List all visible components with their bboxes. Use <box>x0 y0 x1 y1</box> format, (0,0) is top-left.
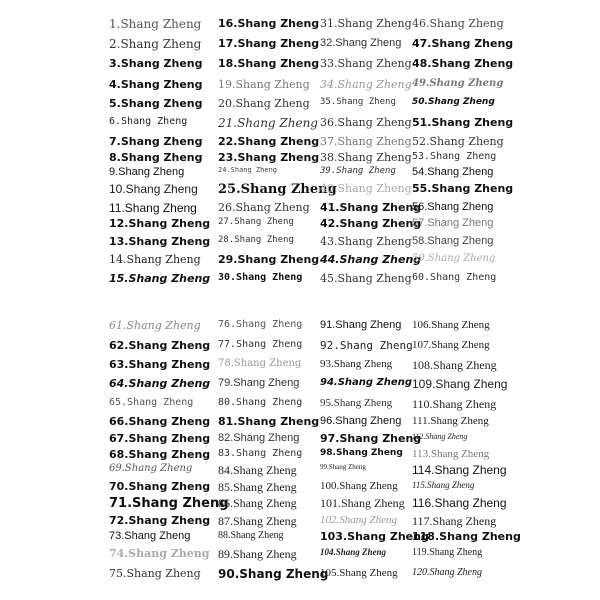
bottom-sample-22: 82.Shang Zheng <box>218 432 300 444</box>
top-sample-60: 60.Shang Zheng <box>412 272 497 283</box>
top-sample-29: 29.Shang Zheng <box>218 253 320 266</box>
bottom-sample-45: 105.Shang Zheng <box>320 567 398 579</box>
top-sample-9: 9.Shang Zheng <box>109 166 185 178</box>
top-sample-33: 33.Shang Zheng <box>320 57 412 70</box>
bottom-sample-10: 70.Shang Zheng <box>109 480 211 493</box>
top-sample-10: 10.Shang Zheng <box>109 182 198 196</box>
bottom-sample-27: 87.Shang Zheng <box>218 514 297 528</box>
top-sample-57: 57.Shang Zheng <box>412 217 494 229</box>
top-sample-45: 45.Shang Zheng <box>320 272 412 285</box>
bottom-sample-17: 77.Shang Zheng <box>218 339 303 350</box>
bottom-sample-19: 79.Shang Zheng <box>218 377 300 389</box>
top-sample-26: 26.Shang Zheng <box>218 201 310 214</box>
bottom-sample-24: 84.Shang Zheng <box>218 463 297 477</box>
top-sample-53: 53.Shang Zheng <box>412 151 497 162</box>
top-sample-37: 37.Shang Zheng <box>320 135 412 148</box>
bottom-sample-54: 114.Shang Zheng <box>412 463 507 477</box>
bottom-sample-56: 116.Shang Zheng <box>412 496 507 510</box>
top-sample-30: 30.Shang Zheng <box>218 272 303 283</box>
bottom-sample-41: 101.Shang Zheng <box>320 496 405 510</box>
bottom-sample-39: 99.Shang Zheng <box>320 463 366 471</box>
bottom-sample-37: 97.Shang Zheng <box>320 432 422 445</box>
top-sample-31: 31.Shang Zheng <box>320 17 412 30</box>
top-sample-47: 47.Shang Zheng <box>412 37 514 50</box>
top-sample-40: 40.Shang Zheng <box>320 182 412 195</box>
top-sample-35: 35.Shang Zheng <box>320 97 396 107</box>
bottom-sample-60: 120.Shang Zheng <box>412 567 482 578</box>
top-sample-16: 16.Shang Zheng <box>218 17 320 30</box>
top-sample-8: 8.Shang Zheng <box>109 151 203 164</box>
top-sample-7: 7.Shang Zheng <box>109 135 203 148</box>
bottom-sample-42: 102.Shang Zheng <box>320 514 397 526</box>
top-sample-24: 24.Shang Zheng <box>218 166 278 174</box>
bottom-sample-16: 76.Shang Zheng <box>218 319 303 330</box>
bottom-sample-46: 106.Shang Zheng <box>412 319 490 331</box>
top-sample-42: 42.Shang Zheng <box>320 217 422 230</box>
top-sample-56: 56.Shang Zheng <box>412 201 494 213</box>
top-sample-54: 54.Shang Zheng <box>412 166 494 178</box>
bottom-sample-50: 110.Shang Zheng <box>412 397 497 411</box>
bottom-sample-26: 86.Shang Zheng <box>218 496 297 510</box>
top-sample-13: 13.Shang Zheng <box>109 235 211 248</box>
bottom-sample-4: 64.Shang Zheng <box>109 377 211 390</box>
top-sample-52: 52.Shang Zheng <box>412 135 504 148</box>
bottom-sample-35: 95.Shang Zheng <box>320 397 393 409</box>
bottom-sample-12: 72.Shang Zheng <box>109 514 211 527</box>
bottom-sample-14: 74.Shang Zheng <box>109 547 210 560</box>
bottom-sample-23: 83.Shang Zheng <box>218 448 303 459</box>
top-sample-12: 12.Shang Zheng <box>109 217 211 230</box>
bottom-sample-34: 94.Shang Zheng <box>320 377 412 388</box>
top-sample-5: 5.Shang Zheng <box>109 97 203 110</box>
bottom-sample-6: 66.Shang Zheng <box>109 415 211 428</box>
top-sample-19: 19.Shang Zheng <box>218 78 310 91</box>
bottom-sample-7: 67.Shang Zheng <box>109 432 211 445</box>
bottom-sample-30: 90.Shang Zheng <box>218 567 329 581</box>
top-sample-20: 20.Shang Zheng <box>218 97 310 110</box>
bottom-sample-49: 109.Shang Zheng <box>412 377 508 391</box>
bottom-sample-28: 88.Shang Zheng <box>218 530 284 541</box>
bottom-sample-9: 69.Shang Zheng <box>109 463 193 474</box>
top-sample-32: 32.Shang Zheng <box>320 37 402 49</box>
top-sample-41: 41.Shang Zheng <box>320 201 422 214</box>
bottom-sample-52: 112.Shang Zheng <box>412 432 468 441</box>
bottom-sample-2: 62.Shang Zheng <box>109 339 211 352</box>
top-sample-36: 36.Shang Zheng <box>320 116 412 129</box>
top-sample-17: 17.Shang Zheng <box>218 37 320 50</box>
top-sample-58: 58.Shang Zheng <box>412 235 494 247</box>
bottom-sample-53: 113.Shang Zheng <box>412 448 490 460</box>
bottom-sample-33: 93.Shang Zheng <box>320 358 393 370</box>
top-sample-25: 25.Shang Zheng <box>218 182 337 197</box>
top-sample-44: 44.Shang Zheng <box>320 253 422 266</box>
top-sample-38: 38.Shang Zheng <box>320 151 412 164</box>
top-sample-18: 18.Shang Zheng <box>218 57 320 70</box>
bottom-sample-51: 111.Shang Zheng <box>412 415 489 427</box>
bottom-sample-13: 73.Shang Zheng <box>109 530 191 542</box>
bottom-sample-48: 108.Shang Zheng <box>412 358 497 372</box>
top-sample-43: 43.Shang Zheng <box>320 235 412 248</box>
top-sample-51: 51.Shang Zheng <box>412 116 514 129</box>
bottom-sample-44: 104.Shang Zheng <box>320 547 387 557</box>
bottom-sample-11: 71.Shang Zheng <box>109 496 229 511</box>
top-sample-48: 48.Shang Zheng <box>412 57 514 70</box>
bottom-sample-1: 61.Shang Zheng <box>109 319 201 332</box>
bottom-sample-55: 115.Shang Zheng <box>412 480 475 490</box>
top-sample-28: 28.Shang Zheng <box>218 235 294 245</box>
bottom-sample-5: 65.Shang Zheng <box>109 397 194 408</box>
top-sample-2: 2.Shang Zheng <box>109 37 202 51</box>
top-sample-46: 46.Shang Zheng <box>412 17 504 30</box>
bottom-sample-36: 96.Shang Zheng <box>320 415 402 427</box>
bottom-sample-15: 75.Shang Zheng <box>109 567 201 580</box>
bottom-sample-32: 92.Shang Zheng <box>320 339 413 352</box>
bottom-sample-59: 119.Shang Zheng <box>412 547 483 558</box>
top-sample-55: 55.Shang Zheng <box>412 182 514 195</box>
top-sample-22: 22.Shang Zheng <box>218 135 320 148</box>
top-sample-21: 21.Shang Zheng <box>218 116 318 130</box>
top-sample-3: 3.Shang Zheng <box>109 57 203 70</box>
top-sample-1: 1.Shang Zheng <box>109 17 202 31</box>
top-sample-27: 27.Shang Zheng <box>218 217 294 227</box>
bottom-sample-8: 68.Shang Zheng <box>109 448 211 461</box>
top-sample-11: 11.Shang Zheng <box>109 201 197 215</box>
top-sample-50: 50.Shang Zheng <box>412 97 495 107</box>
top-sample-4: 4.Shang Zheng <box>109 78 203 91</box>
bottom-sample-20: 80.Shang Zheng <box>218 397 303 408</box>
top-sample-14: 14.Shang Zheng <box>109 253 201 266</box>
bottom-sample-3: 63.Shang Zheng <box>109 358 211 371</box>
bottom-sample-43: 103.Shang Zheng <box>320 530 429 543</box>
top-sample-39: 39.Shang Zheng <box>320 166 396 176</box>
bottom-sample-58: 118.Shang Zheng <box>412 530 521 543</box>
top-sample-15: 15.Shang Zheng <box>109 272 211 285</box>
bottom-sample-47: 107.Shang Zheng <box>412 339 490 351</box>
bottom-sample-57: 117.Shang Zheng <box>412 514 497 528</box>
top-sample-59: 59.Shang Zheng <box>412 253 496 264</box>
bottom-sample-25: 85.Shang Zheng <box>218 480 297 494</box>
bottom-sample-31: 91.Shang Zheng <box>320 319 402 331</box>
bottom-sample-29: 89.Shang Zheng <box>218 547 297 561</box>
top-sample-49: 49.Shang Zheng <box>412 78 504 89</box>
bottom-sample-40: 100.Shang Zheng <box>320 480 398 492</box>
top-sample-6: 6.Shang Zheng <box>109 116 188 127</box>
bottom-sample-38: 98.Shang Zheng <box>320 448 403 458</box>
top-sample-23: 23.Shang Zheng <box>218 151 320 164</box>
bottom-sample-18: 78.Shang Zheng <box>218 358 302 369</box>
bottom-sample-21: 81.Shang Zheng <box>218 415 320 428</box>
top-sample-34: 34.Shang Zheng <box>320 78 412 91</box>
